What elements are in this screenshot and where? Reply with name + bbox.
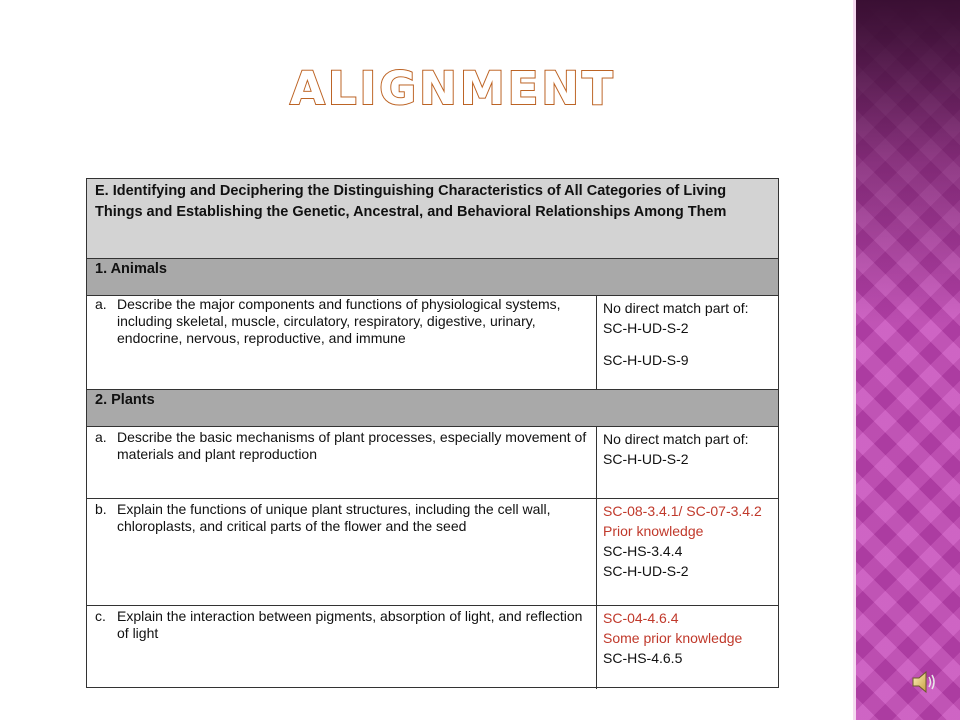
category-title: 1. Animals bbox=[95, 261, 167, 277]
table-header-text: E. Identifying and Deciphering the Distinguishing Characteristics of All Categories of Living Things and Establishing the Genetic, Ancestral, and Behavioral Relationships Among Them bbox=[95, 183, 727, 220]
alignment-table bbox=[86, 178, 779, 688]
speaker-icon[interactable] bbox=[910, 668, 938, 696]
category-row-animals bbox=[87, 259, 778, 296]
alignment-ref: SC-04-4.6.4 bbox=[603, 610, 679, 626]
table-row bbox=[87, 499, 778, 606]
alignment-ref: Prior knowledge bbox=[603, 523, 704, 539]
alignment-cell bbox=[597, 427, 778, 498]
side-band-edge bbox=[853, 0, 856, 720]
alignment-cell bbox=[597, 606, 778, 689]
alignment-ref: SC-H-UD-S-2 bbox=[603, 451, 689, 467]
alignment-ref: SC-H-UD-S-2 bbox=[603, 563, 689, 579]
table-row bbox=[87, 296, 778, 390]
decorative-side-band bbox=[856, 0, 960, 720]
alignment-ref: SC-H-UD-S-2 bbox=[603, 320, 689, 336]
standard-cell bbox=[87, 427, 597, 498]
alignment-ref: SC-H-UD-S-9 bbox=[603, 352, 689, 368]
item-text: Explain the functions of unique plant structures, including the cell wall, chloroplasts, and critical parts of the flower and the seed bbox=[117, 501, 551, 534]
alignment-ref: SC-HS-3.4.4 bbox=[603, 543, 683, 559]
alignment-cell bbox=[597, 296, 778, 389]
item-label: a. bbox=[95, 296, 107, 312]
table-header-row bbox=[87, 179, 778, 259]
alignment-ref: SC-08-3.4.1/ SC-07-3.4.2 bbox=[603, 503, 762, 519]
item-label: c. bbox=[95, 608, 106, 624]
item-label: a. bbox=[95, 429, 107, 445]
alignment-cell bbox=[597, 499, 778, 605]
table-row bbox=[87, 606, 778, 689]
standard-cell bbox=[87, 296, 597, 389]
alignment-ref: SC-HS-4.6.5 bbox=[603, 650, 683, 666]
item-text: Explain the interaction between pigments, absorption of light, and reflection of light bbox=[117, 608, 583, 641]
alignment-ref: Some prior knowledge bbox=[603, 630, 743, 646]
slide-title: ALIGNMENT bbox=[290, 62, 616, 115]
item-text: Describe the major components and functions of physiological systems, including skeletal, muscle, circulatory, respiratory, digestive, urinary, endocrine, nervous, reproductive, and immune bbox=[117, 296, 561, 346]
table-row bbox=[87, 427, 778, 499]
category-title: 2. Plants bbox=[95, 392, 155, 408]
category-row-plants bbox=[87, 390, 778, 427]
standard-cell bbox=[87, 606, 597, 689]
item-text: Describe the basic mechanisms of plant processes, especially movement of materials and plant reproduction bbox=[117, 429, 587, 462]
item-label: b. bbox=[95, 501, 107, 517]
alignment-ref: No direct match part of: bbox=[603, 300, 749, 316]
alignment-ref: No direct match part of: bbox=[603, 431, 749, 447]
standard-cell bbox=[87, 499, 597, 605]
